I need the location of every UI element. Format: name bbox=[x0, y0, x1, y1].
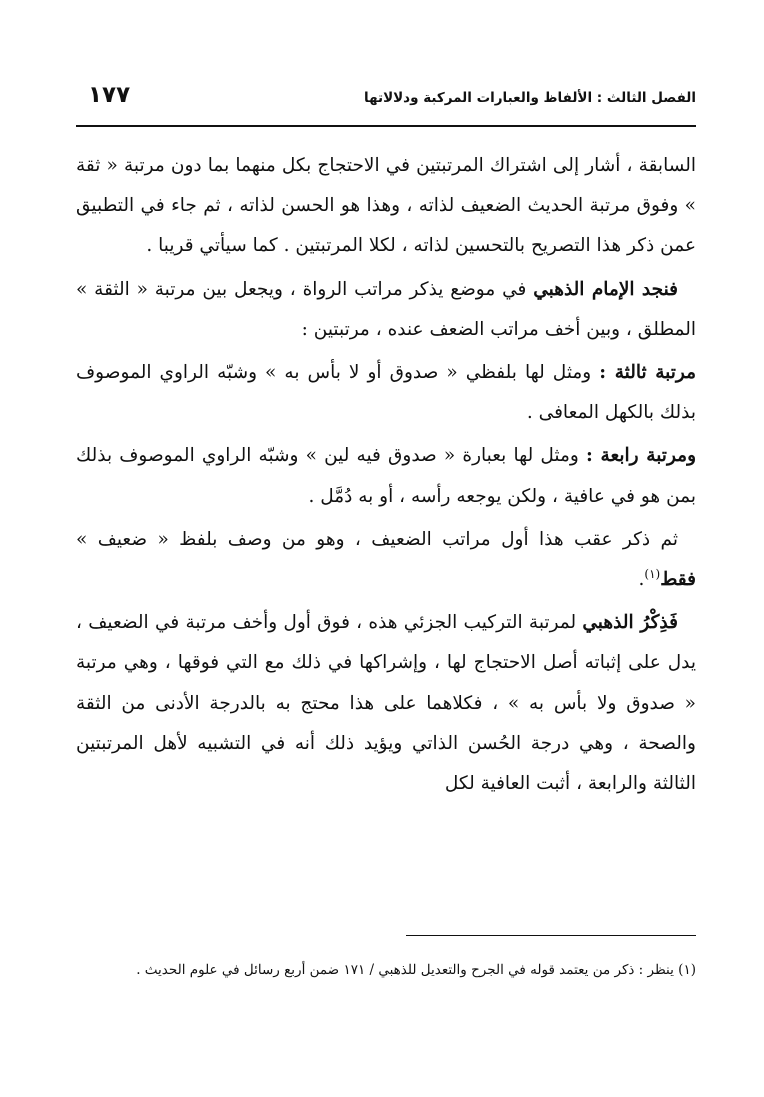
footnote: (١) ينظر : ذكر من يعتمد قوله في الجرح والتعديل للذهبي / ١٧١ ضمن أربع رسائل في علوم الحديث . bbox=[136, 962, 696, 978]
paragraph-1-text: السابقة ، أشار إلى اشتراك المرتبتين في الاحتجاج بكل منهما بما دون مرتبة « ثقة » وفوق مرتبة الحديث الضعيف لذاته ، وهذا هو الحسن لذاته ، ثم جاء في التطبيق عمن ذكر هذا التصريح بالتحسين لذاته ، لكلا المرتبتين . كما سيأتي قريبا . bbox=[76, 155, 696, 257]
page-number: ١٧٧ bbox=[88, 82, 131, 108]
footnote-reference: (١) bbox=[644, 566, 661, 581]
paragraph-1 bbox=[76, 146, 696, 267]
footnote-divider bbox=[406, 935, 696, 936]
chapter-title: الفصل الثالث : الألفاظ والعبارات المركبة ودلالاتها bbox=[364, 90, 696, 106]
paragraph-3-text: ومثل لها بلفظي « صدوق أو لا بأس به » وشبّه الراوي الموصوف بذلك بالكهل المعافى . bbox=[76, 362, 696, 424]
paragraph-5-end: . bbox=[638, 569, 645, 591]
paragraph-2 bbox=[76, 270, 696, 350]
paragraph-6 bbox=[76, 603, 696, 804]
paragraph-4-lead: ومرتبة رابعة : bbox=[585, 445, 696, 467]
paragraph-4 bbox=[76, 436, 696, 516]
paragraph-3-lead: مرتبة ثالثة : bbox=[599, 362, 696, 384]
paragraph-6-text: لمرتبة التركيب الجزئي هذه ، فوق أول وأخف مرتبة في الضعيف ، يدل على إثباته أصل الاحتجاج لها ، وإشراكها في ذلك مع التي فوقها ، وهي مرتبة « صدوق ولا بأس به » ، فكلاهما على هذا محتج به بالدرجة الأدنى من الثقة والصحة ، وهي درجة الحُسن الذاتي ويؤيد ذلك أنه في التشبيه لأهل المرتبتين الثالثة والرابعة ، أثبت العافية لكل bbox=[76, 612, 696, 795]
paragraph-5 bbox=[76, 520, 696, 600]
header-divider bbox=[76, 125, 696, 127]
paragraph-3 bbox=[76, 353, 696, 433]
running-header bbox=[76, 84, 696, 118]
paragraph-2-lead: فنجد الإمام الذهبي bbox=[533, 278, 678, 300]
paragraph-6-lead: فَذِكْرُ الذهبي bbox=[582, 612, 678, 634]
paragraph-5-text: ثم ذكر عقب هذا أول مراتب الضعيف ، وهو من وصف بلفظ « ضعيف » bbox=[76, 528, 678, 550]
paragraph-2-text: في موضع يذكر مراتب الرواة ، ويجعل بين مرتبة « الثقة » المطلق ، وبين أخف مراتب الضعف عنده ، مرتبتين : bbox=[76, 278, 696, 340]
paragraph-5-bold: فقط bbox=[660, 569, 696, 591]
main-text bbox=[76, 146, 696, 804]
paragraph-4-text: ومثل لها بعبارة « صدوق فيه لين » وشبّه الراوي الموصوف بذلك بمن هو في عافية ، ولكن يوجعه رأسه ، أو به دُمَّل . bbox=[76, 445, 696, 507]
